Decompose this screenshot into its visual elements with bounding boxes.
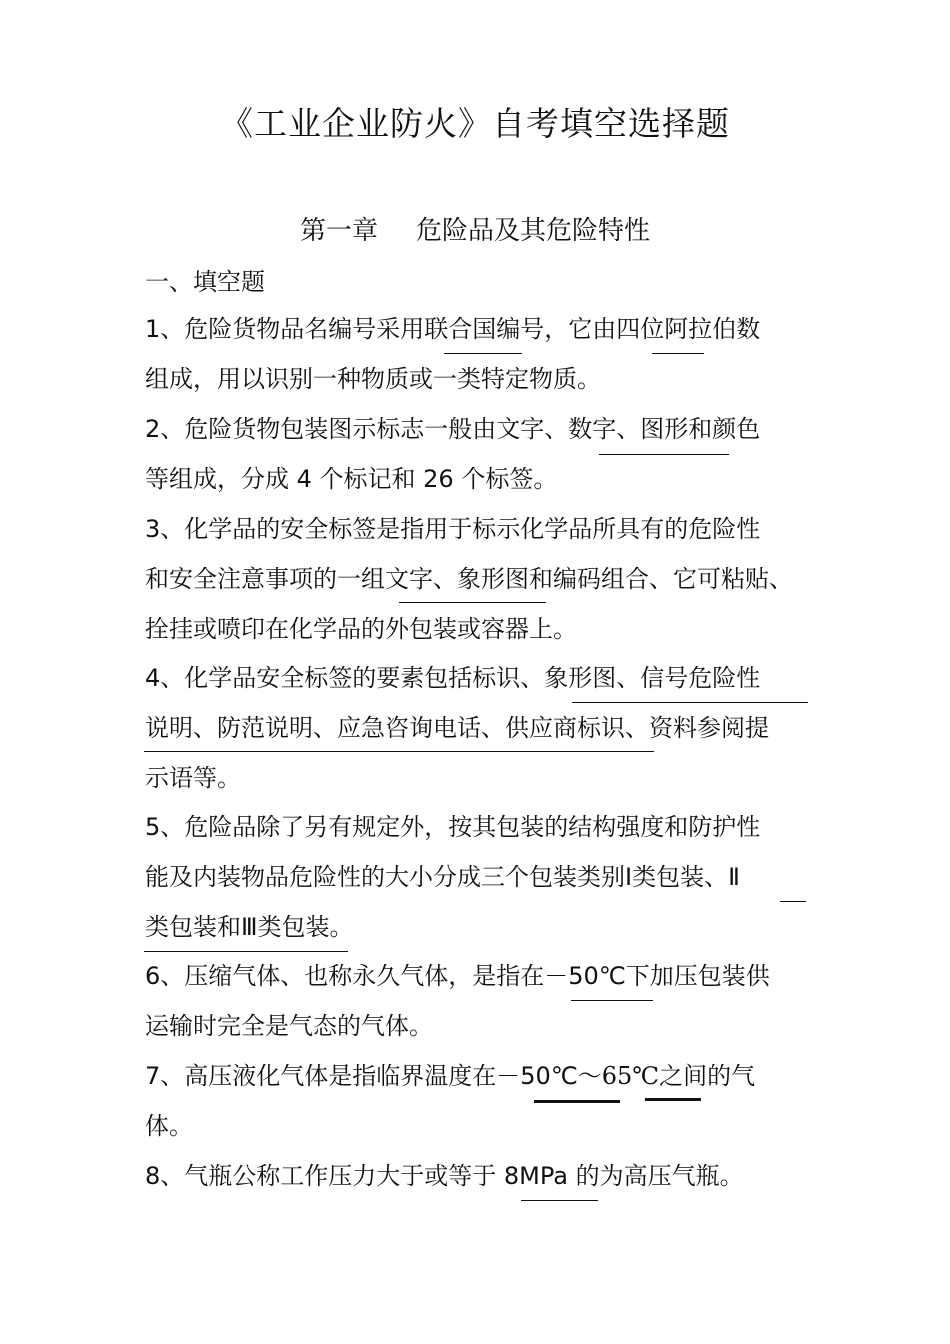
- question-7-line-2: 体。: [145, 1112, 193, 1140]
- question-5-line-1: 5、危险品除了另有规定外，按其包装的结构强度和防护性: [145, 813, 761, 841]
- answer-underline-8: [521, 1200, 598, 1201]
- answer-underline-1b: [652, 353, 704, 354]
- chapter-heading: [0, 210, 950, 247]
- question-4-line-2: 说明、防范说明、应急咨询电话、供应商标识、资料参阅提: [145, 714, 769, 742]
- section-heading: 一、填空题: [145, 268, 265, 296]
- question-7: [145, 1051, 815, 1151]
- answer-underline-7b: [645, 1098, 701, 1101]
- question-5-line-3: 类包装和Ⅲ类包装。: [145, 913, 354, 941]
- answer-underline-3: [399, 602, 546, 603]
- question-6-line-1: 6、压缩气体、也称永久气体，是指在－50℃下加压包装供: [145, 962, 770, 990]
- question-5: [145, 802, 815, 952]
- question-4-line-3: 示语等。: [145, 764, 241, 792]
- answer-underline-7a: [534, 1100, 620, 1103]
- question-2-line-1: 2、危险货物包装图示标志一般由文字、数字、图形和颜色: [145, 415, 761, 443]
- question-8: [145, 1151, 815, 1201]
- question-1-line-1: 1、危险货物品名编号采用联合国编号，它由四位阿拉伯数: [145, 315, 761, 343]
- question-2-line-2: 等组成，分成 4 个标记和 26 个标签。: [145, 465, 558, 493]
- question-7-line-1-part-a: 7、高压液化气体是指临界温度在－50℃: [145, 1062, 578, 1090]
- question-1: [145, 304, 815, 404]
- answer-underline-4b: [144, 751, 654, 752]
- question-7-line-1: [145, 1051, 815, 1101]
- answer-underline-1a: [444, 353, 522, 354]
- question-5-line-2: 能及内装物品危险性的大小分成三个包装类别Ⅰ类包装、Ⅱ: [145, 863, 740, 891]
- question-7-line-1-part-b: ～65℃之间的气: [577, 1062, 756, 1090]
- question-8-line-1: 8、气瓶公称工作压力大于或等于 8MPa 的为高压气瓶。: [145, 1162, 744, 1190]
- question-3-line-1: 3、化学品的安全标签是指用于标示化学品所具有的危险性: [145, 515, 761, 543]
- question-3-line-3: 拴挂或喷印在化学品的外包装或容器上。: [145, 615, 577, 643]
- answer-underline-2: [599, 454, 729, 455]
- chapter-number: 第一章: [299, 216, 378, 246]
- question-6: [145, 951, 815, 1051]
- document-title: 《工业企业防火》自考填空选择题: [220, 104, 730, 143]
- question-4: [145, 653, 815, 803]
- question-6-line-2: 运输时完全是气态的气体。: [145, 1012, 433, 1040]
- question-3: [145, 504, 815, 654]
- answer-underline-6: [571, 1000, 653, 1001]
- answer-underline-5b: [144, 951, 348, 952]
- question-1-line-2: 组成，用以识别一种物质或一类特定物质。: [145, 365, 601, 393]
- answer-underline-4a: [572, 702, 808, 703]
- answer-underline-5a: [780, 901, 806, 902]
- question-4-line-1: 4、化学品安全标签的要素包括标识、象形图、信号危险性: [145, 664, 761, 692]
- chapter-title: 危险品及其危险特性: [416, 216, 651, 246]
- question-3-line-2: 和安全注意事项的一组文字、象形图和编码组合、它可粘贴、: [145, 565, 793, 593]
